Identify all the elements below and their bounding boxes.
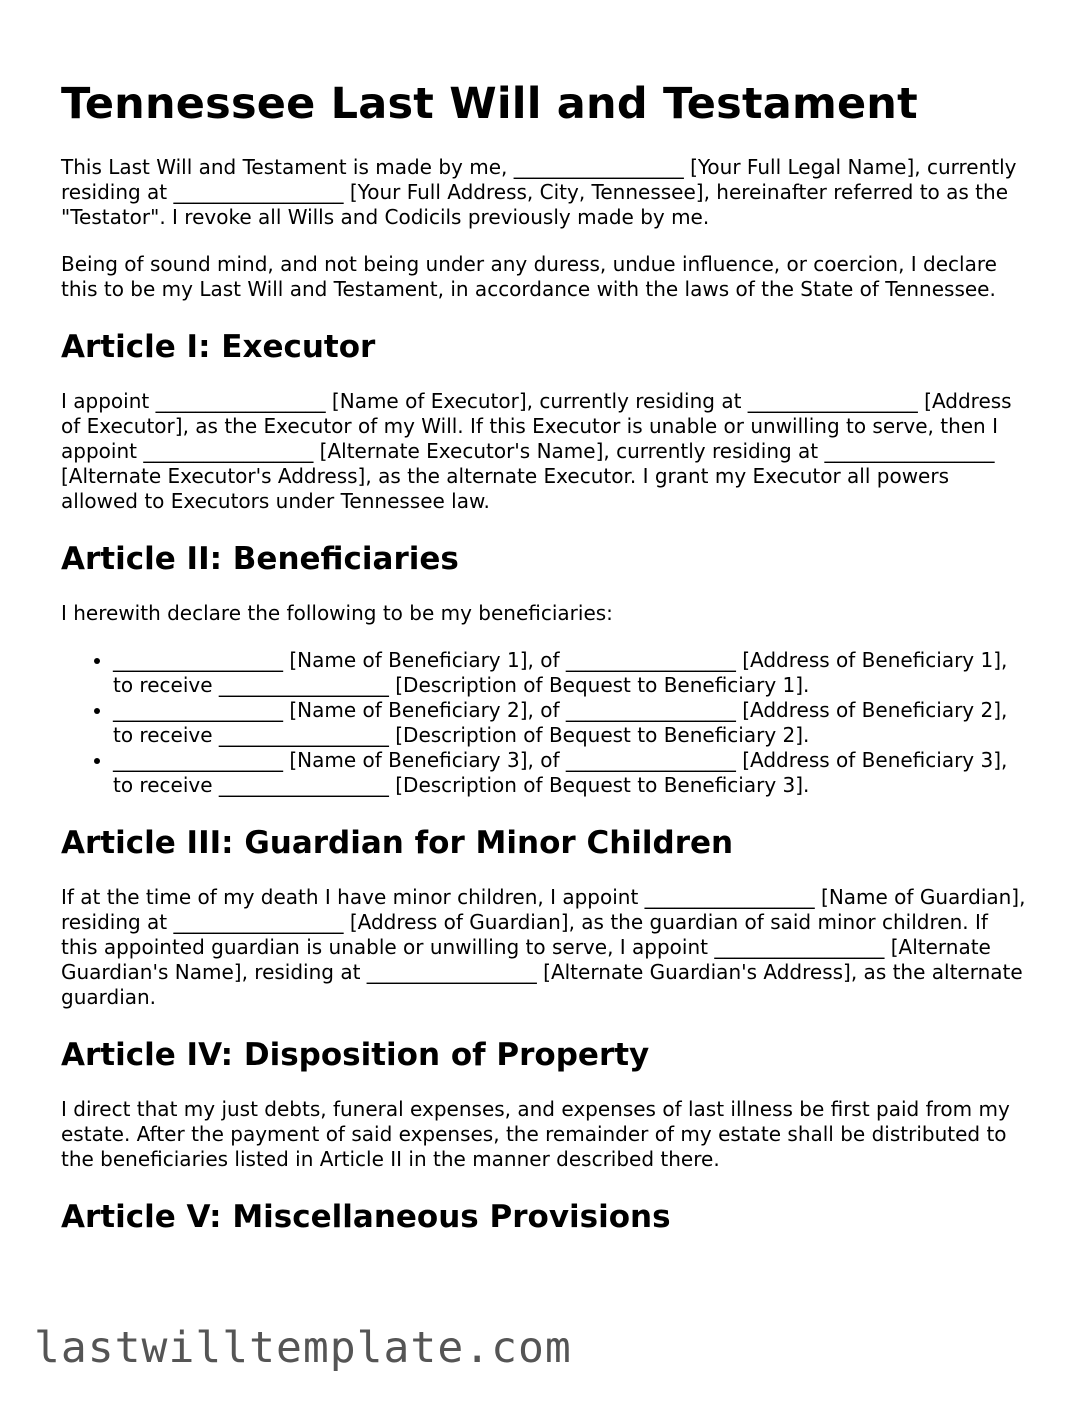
intro-paragraph-2: Being of sound mind, and not being under any duress, undue influence, or coercion, I declare this to be my Last Will and Testament, in accordance with the laws of the State of Tennessee. bbox=[61, 252, 997, 301]
article-1-heading: Article I: Executor bbox=[61, 329, 376, 365]
list-item: • _________________ [Name of Beneficiary 2], of _________________ [Address of Beneficiary 2], to receive _________________ [Description of Bequest to Beneficiary 2]. bbox=[113, 698, 1029, 748]
document-title: Tennessee Last Will and Testament bbox=[61, 79, 918, 129]
article-3-heading: Article III: Guardian for Minor Children bbox=[61, 825, 734, 861]
article-4-text: I direct that my just debts, funeral expenses, and expenses of last illness be first paid from my estate. After the payment of said expenses, the remainder of my estate shall be distributed to the beneficiaries listed in Article II in the manner described there. bbox=[61, 1097, 1010, 1171]
article-4-heading: Article IV: Disposition of Property bbox=[61, 1037, 650, 1073]
list-item: • _________________ [Name of Beneficiary 3], of _________________ [Address of Beneficiary 3], to receive _________________ [Description of Bequest to Beneficiary 3]. bbox=[113, 748, 1029, 798]
intro-paragraph-1: This Last Will and Testament is made by me, _________________ [Your Full Legal Name], currently residing at _________________ [Your Full Address, City, Tennessee], hereinafter referred to as the "Testator". I revoke all Wills and Codicils previously made by me. bbox=[61, 155, 1017, 229]
article-2-heading: Article II: Beneficiaries bbox=[61, 541, 459, 577]
list-item: • _________________ [Name of Beneficiary 1], of _________________ [Address of Beneficiary 1], to receive _________________ [Description of Bequest to Beneficiary 1]. bbox=[113, 648, 1029, 698]
document-page bbox=[61, 78, 1029, 1259]
article-1-text: I appoint _________________ [Name of Executor], currently residing at _________________ [Address of Executor], as the Executor of my Will. If this Executor is unable or unwilling to serve, then I appoint _________________ [Alternate Executor's Name], currently residing at _________________ [Alternate Executor's Address], as the alternate Executor. I grant my Executor all powers allowed to Executors under Tennessee law. bbox=[61, 389, 1012, 513]
article-5-heading: Article V: Miscellaneous Provisions bbox=[61, 1199, 671, 1235]
article-3-text: If at the time of my death I have minor children, I appoint _________________ [Name of Guardian], residing at _________________ [Address of Guardian], as the guardian of said minor children. If this appointed guardian is unable or unwilling to serve, I appoint _________________ [Alternate Guardian's Name], residing at _________________ [Alternate Guardian's Address], as the alternate guardian. bbox=[61, 885, 1026, 1009]
article-2-text: I herewith declare the following to be my beneficiaries: bbox=[61, 601, 613, 625]
beneficiary-list bbox=[61, 648, 1029, 798]
watermark: lastwilltemplate.com bbox=[34, 1323, 572, 1373]
